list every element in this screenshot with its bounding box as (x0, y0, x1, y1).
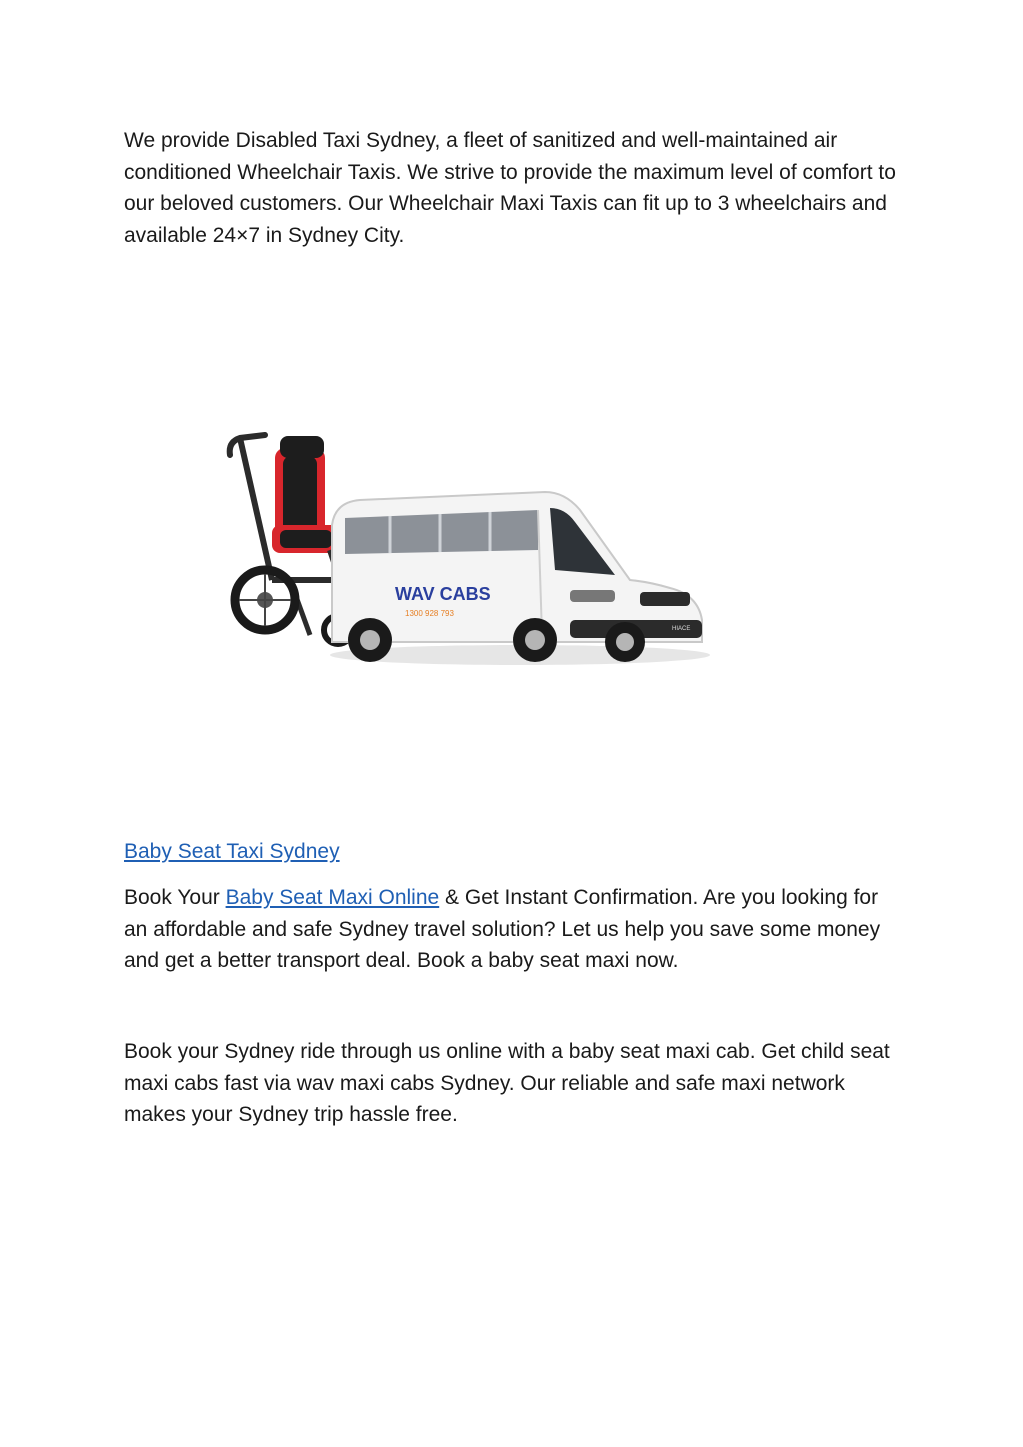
van-and-wheelchair-illustration (220, 430, 710, 675)
intro-paragraph: We provide Disabled Taxi Sydney, a fleet of sanitized and well-maintained air conditioned Wheelchair Taxis. We strive to provide the maximum level of comfort to our beloved customers. Our Wheelchair Maxi Taxis can fit up to 3 wheelchairs and available 24×7 in Sydney City. (124, 129, 896, 247)
booking-paragraph (124, 882, 904, 977)
booking-suffix: & Get Instant Confirmation. Are you looking for an affordable and safe Sydney travel solution? Let us help you save some money and get a better transport deal. Book a baby seat maxi now. (124, 886, 881, 972)
van-graphic (332, 492, 702, 662)
section-heading (124, 836, 340, 868)
baby-seat-maxi-link[interactable]: Baby Seat Maxi Online (225, 886, 440, 909)
van-logo-text: WAV CABS (395, 584, 491, 604)
wheelchair-taxi-image (220, 430, 710, 675)
van-phone-text: 1300 928 793 (405, 609, 454, 618)
booking-prefix: Book Your (124, 886, 226, 909)
baby-seat-taxi-link[interactable]: Baby Seat Taxi Sydney (124, 840, 340, 863)
ride-paragraph: Book your Sydney ride through us online with a baby seat maxi cab. Get child seat maxi cabs fast via wav maxi cabs Sydney. Our reliable and safe maxi network makes your Sydney trip hassle free. (124, 1040, 890, 1126)
van-badge-text: HIACE (672, 626, 691, 632)
